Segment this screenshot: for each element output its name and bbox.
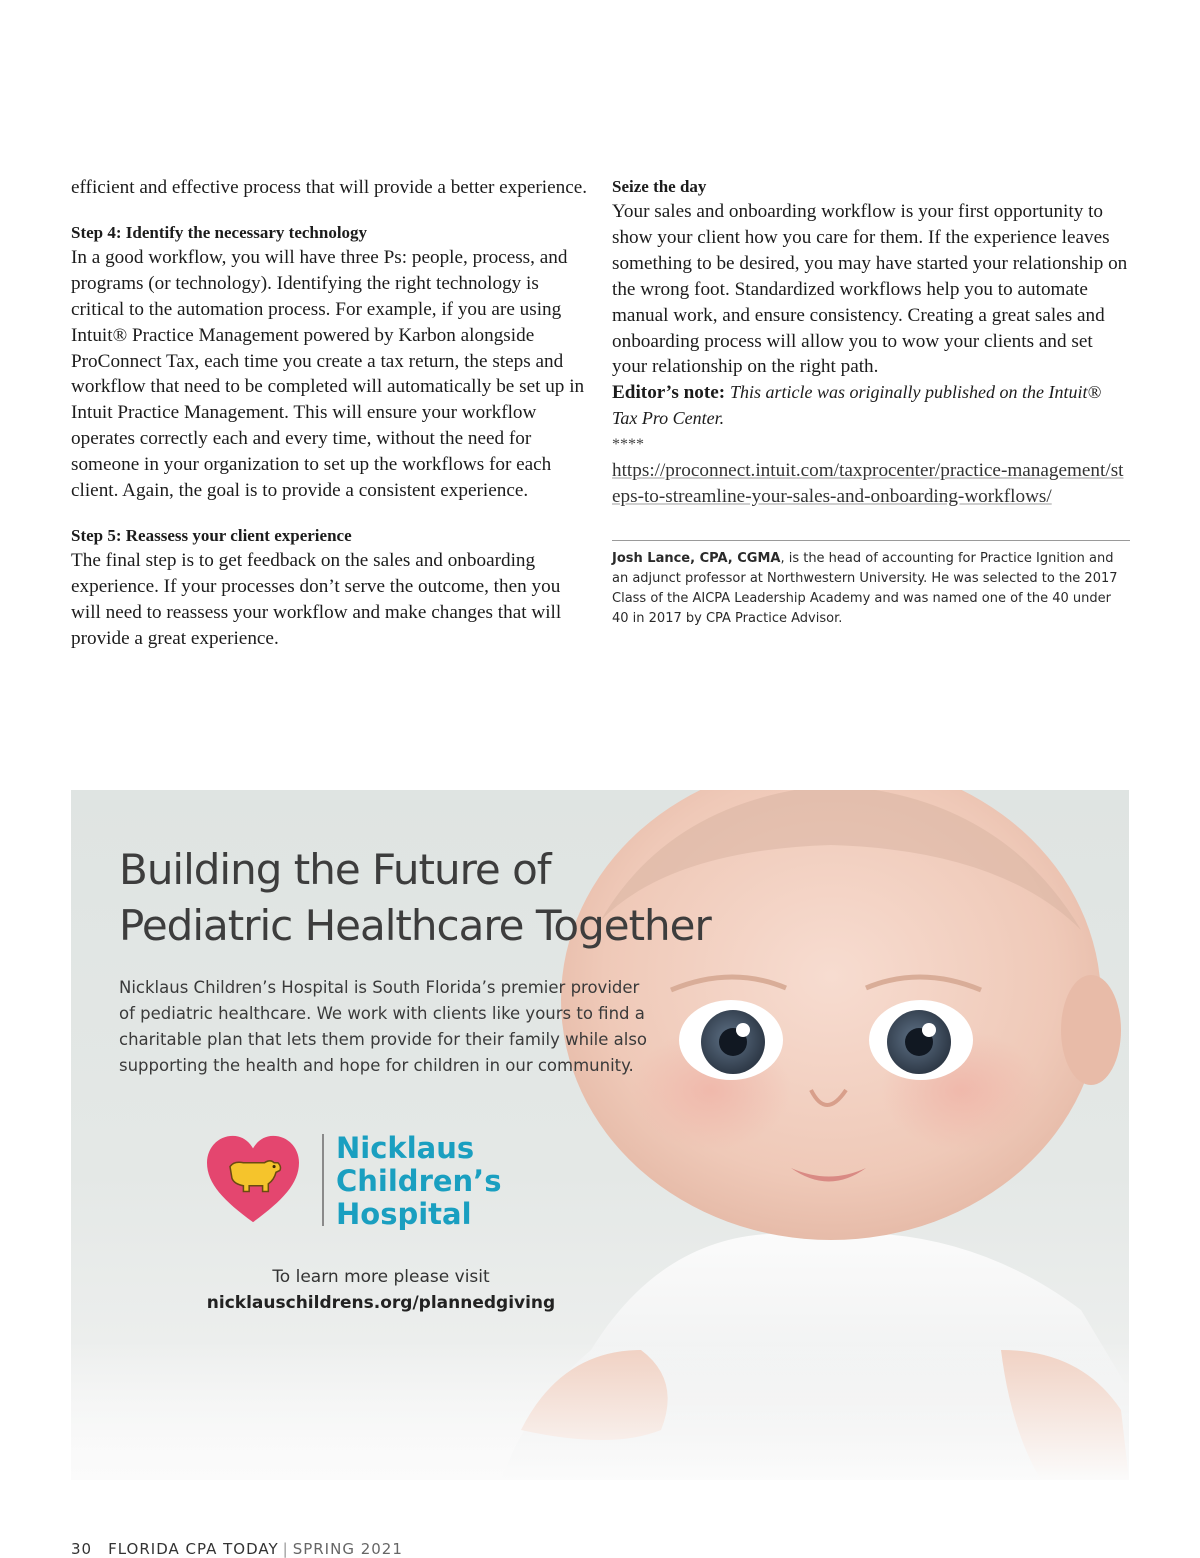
author-bio-text: , is the head of accounting for Practice Ignition and an adjunct professor at Northwestern University. He was selected to the 2017 Class of the AICPA Leadership Academy and was named one of the 40 under 40 in 2017 by CPA Practice Advisor.: [612, 550, 1118, 626]
logo-line1: Nicklaus: [336, 1131, 475, 1165]
logo-line3: Hospital: [336, 1197, 472, 1231]
hospital-logo: [205, 1130, 525, 1240]
heart-bear-icon: [205, 1134, 301, 1226]
step5-heading: Step 5: Reassess your client experience: [71, 525, 352, 545]
logo-wordmark: [336, 1132, 501, 1231]
editor-note-text: This article was originally published on the Intuit® Tax Pro Center.: [612, 382, 1102, 429]
seize-section: [612, 175, 1130, 380]
visit-text: To learn more please visit: [272, 1267, 490, 1287]
ad-body-text: Nicklaus Children’s Hospital is South Florida’s premier provider of pediatric healthcare. We work with clients like yours to find a charitable plan that lets them provide for their family while also supporting the health and hope for children in our community.: [119, 978, 648, 1075]
page-footer: [71, 1540, 403, 1558]
author-name: Josh Lance, CPA, CGMA: [612, 550, 781, 566]
article-right-column: [612, 175, 1130, 629]
visit-link[interactable]: nicklauschildrens.org/plannedgiving: [206, 1293, 556, 1313]
ad-bottom-fade: [71, 1340, 1129, 1480]
publication-name: FLORIDA CPA TODAY: [108, 1540, 279, 1558]
section-separator-stars: ****: [612, 436, 644, 454]
logo-divider: [322, 1134, 324, 1226]
page-number: 30: [71, 1540, 93, 1558]
hospital-advertisement: [71, 790, 1129, 1480]
issue-date: SPRING 2021: [292, 1540, 403, 1558]
seize-body: Your sales and onboarding workflow is your first opportunity to show your client how you care for them. If the experience leaves something to be desired, you may have started your relationship on the wrong foot. Standardized workflows help you to automate manual work, and ensure consistency. Creating a great sales and onboarding process will allow you to wow your clients and set your relationship on the right path.: [612, 201, 1128, 378]
seize-heading: Seize the day: [612, 177, 707, 196]
step4-body: In a good workflow, you will have three Ps: people, process, and programs (or technology). Identifying the right technology is critical to the automation process. For example, if you are using Intuit® Practice Management powered by Karbon alongside ProConnect Tax, each time you create a tax return, the steps and workflow that need to be completed will automatically be set up in Intuit Practice Management. This will ensure your workflow operates correctly each and every time, without the need for someone in your organization to set up the workflows for each client. Again, the goal is to provide a consistent experience.: [71, 246, 585, 502]
footer-separator: |: [282, 1540, 289, 1558]
author-bio: [612, 549, 1130, 629]
ad-headline-line2: Pediatric Healthcare Together: [119, 901, 711, 950]
ad-headline: [119, 842, 719, 954]
logo-line2: Children’s: [336, 1164, 502, 1198]
step4-heading: Step 4: Identify the necessary technology: [71, 222, 368, 242]
ad-headline-line1: Building the Future of: [119, 845, 551, 894]
ad-call-to-action: [171, 1264, 591, 1316]
article-left-column: [71, 175, 591, 652]
step5-body: The final step is to get feedback on the sales and onboarding experience. If your processes don’t serve the outcome, then you will need to reassess your workflow and make changes that will provide a great experience.: [71, 549, 562, 649]
step5-section: [71, 524, 591, 652]
bio-divider: [612, 540, 1130, 541]
intro-paragraph: efficient and effective process that will provide a better experience.: [71, 177, 588, 198]
editor-note-label: Editor’s note:: [612, 382, 726, 404]
source-url-link[interactable]: https://proconnect.intuit.com/taxprocenter/practice-management/steps-to-streamline-your-sales-and-onboarding-workflows/: [612, 460, 1124, 507]
editor-note: [612, 380, 1130, 432]
step4-section: [71, 221, 591, 504]
